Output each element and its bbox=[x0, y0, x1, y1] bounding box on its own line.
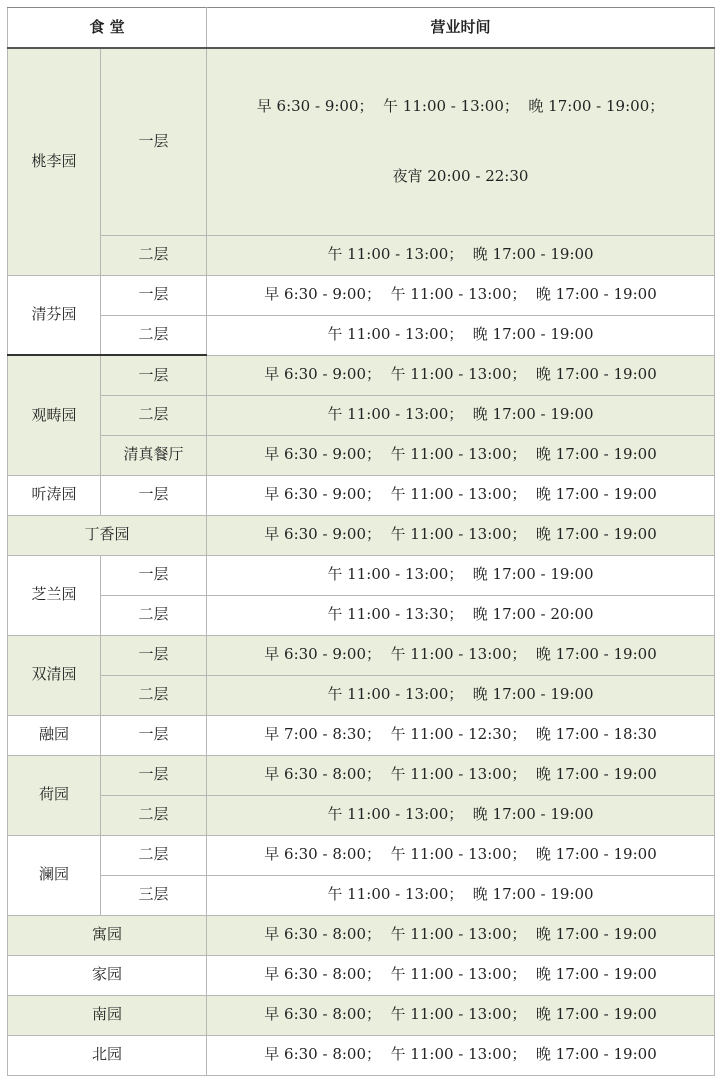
table-row bbox=[8, 635, 715, 675]
table-row bbox=[8, 955, 715, 995]
hours-cell: 午 11:00 - 13:00； 晚 17:00 - 19:00 bbox=[207, 315, 715, 355]
hours-cell: 早 6:30 - 8:00； 午 11:00 - 13:00； 晚 17:00 - 19:00 bbox=[207, 955, 715, 995]
hours-cell: 午 11:00 - 13:00； 晚 17:00 - 19:00 bbox=[207, 235, 715, 275]
canteen-name: 荷园 bbox=[8, 755, 101, 835]
canteen-name: 听涛园 bbox=[8, 475, 101, 515]
hours-cell: 早 6:30 - 8:00； 午 11:00 - 13:00； 晚 17:00 - 19:00 bbox=[207, 995, 715, 1035]
canteen-name: 南园 bbox=[8, 995, 207, 1035]
table-row bbox=[8, 715, 715, 755]
floor-cell: 一层 bbox=[101, 48, 207, 236]
hours-cell: 早 6:30 - 8:00； 午 11:00 - 13:00； 晚 17:00 - 19:00 bbox=[207, 915, 715, 955]
hours-cell: 午 11:00 - 13:00； 晚 17:00 - 19:00 bbox=[207, 675, 715, 715]
table-row bbox=[8, 515, 715, 555]
hours-cell: 早 6:30 - 8:00； 午 11:00 - 13:00； 晚 17:00 - 19:00 bbox=[207, 755, 715, 795]
hours-cell: 午 11:00 - 13:00； 晚 17:00 - 19:00 bbox=[207, 875, 715, 915]
canteen-name: 双清园 bbox=[8, 635, 101, 715]
floor-cell: 一层 bbox=[101, 715, 207, 755]
canteen-name: 清芬园 bbox=[8, 275, 101, 355]
header-row bbox=[8, 8, 715, 48]
table-row bbox=[8, 355, 715, 395]
canteen-name: 家园 bbox=[8, 955, 207, 995]
table-row bbox=[8, 395, 715, 435]
hours-cell: 午 11:00 - 13:30； 晚 17:00 - 20:00 bbox=[207, 595, 715, 635]
canteen-name: 北园 bbox=[8, 1035, 207, 1075]
hours-cell: 早 6:30 - 9:00； 午 11:00 - 13:00； 晚 17:00 - 19:00 bbox=[207, 275, 715, 315]
table-row bbox=[8, 915, 715, 955]
floor-cell: 二层 bbox=[101, 595, 207, 635]
header-hours: 营业时间 bbox=[207, 8, 715, 48]
hours-cell: 午 11:00 - 13:00； 晚 17:00 - 19:00 bbox=[207, 555, 715, 595]
table-row bbox=[8, 595, 715, 635]
floor-cell: 一层 bbox=[101, 555, 207, 595]
table-row bbox=[8, 755, 715, 795]
hours-cell: 早 6:30 - 9:00； 午 11:00 - 13:00； 晚 17:00 - 19:00 bbox=[207, 475, 715, 515]
table-row bbox=[8, 1035, 715, 1075]
table-row bbox=[8, 435, 715, 475]
floor-cell: 二层 bbox=[101, 675, 207, 715]
table-row bbox=[8, 835, 715, 875]
canteen-name: 观畴园 bbox=[8, 355, 101, 475]
floor-cell: 二层 bbox=[101, 235, 207, 275]
floor-cell: 一层 bbox=[101, 275, 207, 315]
hours-cell: 早 6:30 - 9:00； 午 11:00 - 13:00； 晚 17:00 - 19:00 bbox=[207, 515, 715, 555]
table-row bbox=[8, 675, 715, 715]
table-row bbox=[8, 475, 715, 515]
canteen-hours-table bbox=[7, 7, 715, 1076]
table-row bbox=[8, 875, 715, 915]
hours-cell: 早 6:30 - 8:00； 午 11:00 - 13:00； 晚 17:00 - 19:00 bbox=[207, 1035, 715, 1075]
table-row bbox=[8, 48, 715, 236]
table-row bbox=[8, 795, 715, 835]
floor-cell: 二层 bbox=[101, 835, 207, 875]
canteen-name: 丁香园 bbox=[8, 515, 207, 555]
canteen-name: 芝兰园 bbox=[8, 555, 101, 635]
header-canteen: 食 堂 bbox=[8, 8, 207, 48]
canteen-name: 寓园 bbox=[8, 915, 207, 955]
hours-cell bbox=[207, 48, 715, 236]
table-row bbox=[8, 235, 715, 275]
hours-cell: 早 7:00 - 8:30； 午 11:00 - 12:30； 晚 17:00 - 18:30 bbox=[207, 715, 715, 755]
hours-cell: 早 6:30 - 9:00； 午 11:00 - 13:00； 晚 17:00 - 19:00 bbox=[207, 635, 715, 675]
floor-cell: 一层 bbox=[101, 475, 207, 515]
table-row bbox=[8, 315, 715, 355]
hours-cell: 早 6:30 - 9:00； 午 11:00 - 13:00； 晚 17:00 - 19:00 bbox=[207, 355, 715, 395]
table-row bbox=[8, 275, 715, 315]
canteen-name: 融园 bbox=[8, 715, 101, 755]
hours-line: 早 6:30 - 9:00； 午 11:00 - 13:00； 晚 17:00 - 19:00； bbox=[256, 97, 665, 115]
canteen-name: 澜园 bbox=[8, 835, 101, 915]
table-row bbox=[8, 555, 715, 595]
floor-cell: 一层 bbox=[101, 755, 207, 795]
hours-line: 夜宵 20:00 - 22:30 bbox=[392, 166, 529, 185]
floor-cell: 一层 bbox=[101, 355, 207, 395]
hours-cell: 午 11:00 - 13:00； 晚 17:00 - 19:00 bbox=[207, 395, 715, 435]
floor-cell: 清真餐厅 bbox=[101, 435, 207, 475]
floor-cell: 二层 bbox=[101, 795, 207, 835]
floor-cell: 三层 bbox=[101, 875, 207, 915]
floor-cell: 二层 bbox=[101, 315, 207, 355]
hours-cell: 早 6:30 - 8:00； 午 11:00 - 13:00； 晚 17:00 - 19:00 bbox=[207, 835, 715, 875]
hours-cell: 早 6:30 - 9:00； 午 11:00 - 13:00； 晚 17:00 - 19:00 bbox=[207, 435, 715, 475]
table-row bbox=[8, 995, 715, 1035]
canteen-name: 桃李园 bbox=[8, 48, 101, 276]
floor-cell: 一层 bbox=[101, 635, 207, 675]
hours-cell: 午 11:00 - 13:00； 晚 17:00 - 19:00 bbox=[207, 795, 715, 835]
floor-cell: 二层 bbox=[101, 395, 207, 435]
